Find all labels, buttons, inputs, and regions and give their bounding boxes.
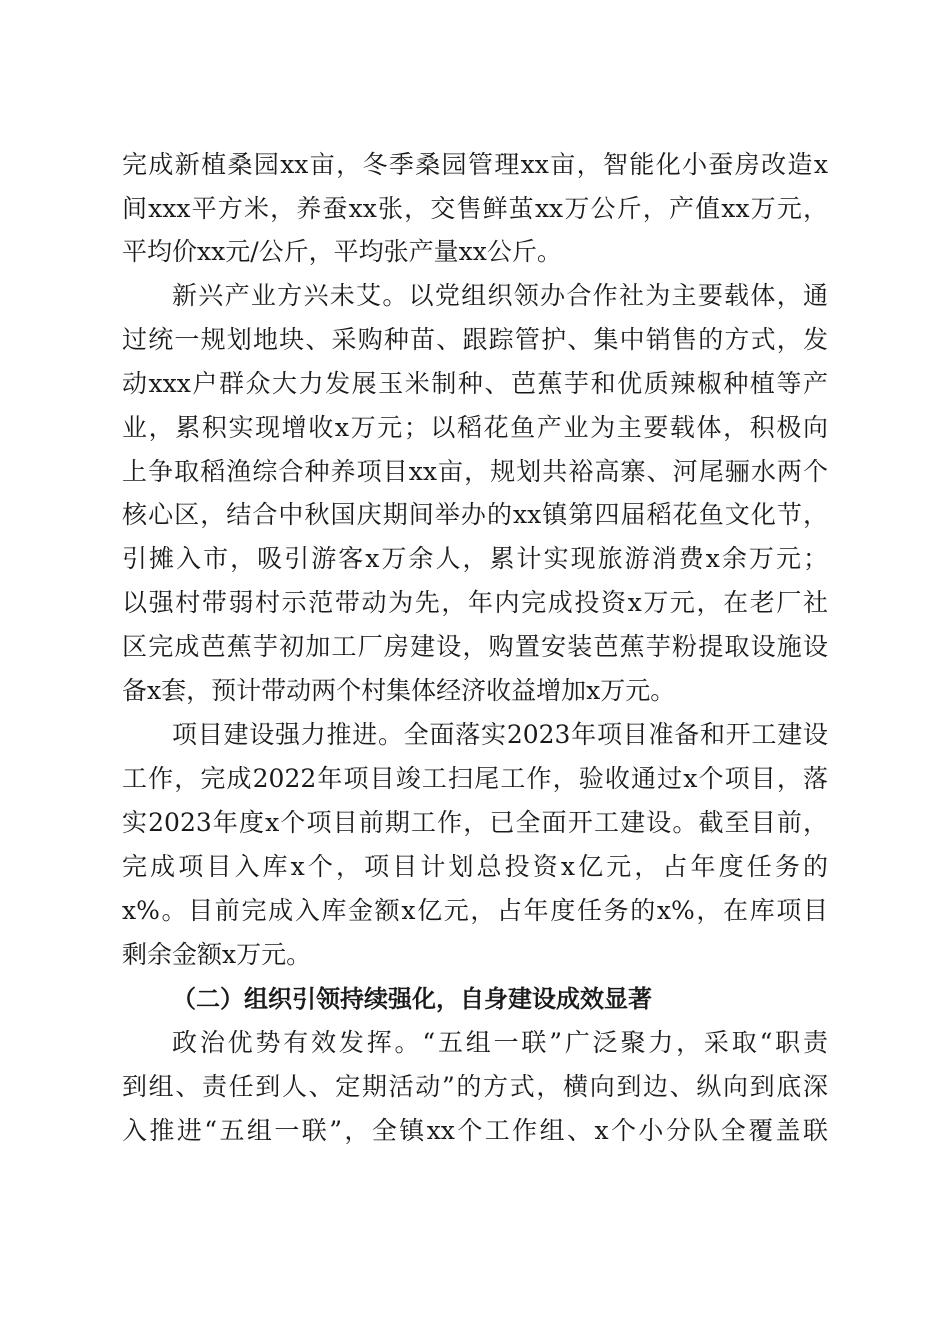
paragraph-line: 完成新植桑园xx亩，冬季桑园管理xx亩，智能化小蚕房改造x	[122, 150, 828, 179]
paragraph-line: 实2023年度x个项目前期工作，已全面开工建设。截至目前，	[122, 808, 828, 837]
paragraph-line: 入推进“五组一联”，全镇xx个工作组、x个小分队全覆盖联	[122, 1116, 828, 1145]
paragraph-line: 到组、责任到人、定期活动”的方式，横向到边、纵向到底深	[122, 1072, 828, 1101]
paragraph-line: 工作，完成2022年项目竣工扫尾工作，验收通过x个项目，落	[122, 764, 828, 793]
paragraph-line: 以强村带弱村示范带动为先，年内完成投资x万元，在老厂社	[122, 588, 828, 617]
paragraph-line: 区完成芭蕉芋初加工厂房建设，购置安装芭蕉芋粉提取设施设	[122, 632, 828, 661]
paragraph-line: 政治优势有效发挥。“五组一联”广泛聚力，采取“职责	[172, 1028, 828, 1057]
paragraph-line: 动xxx户群众大力发展玉米制种、芭蕉芋和优质辣椒种植等产	[122, 369, 828, 398]
paragraph-line: x%。目前完成入库金额x亿元，占年度任务的x%，在库项目	[122, 896, 828, 925]
paragraph-line: 间xxx平方米，养蚕xx张，交售鲜茧xx万公斤，产值xx万元，	[122, 194, 828, 223]
paragraph-line: 备x套，预计带动两个村集体经济收益增加x万元。	[122, 676, 676, 705]
paragraph-line: 剩余金额x万元。	[122, 940, 312, 969]
paragraph-line: 业，累积实现增收x万元；以稻花鱼产业为主要载体，积极向	[122, 413, 828, 442]
paragraph-line: 核心区，结合中秋国庆期间举办的xx镇第四届稻花鱼文化节，	[122, 500, 828, 529]
paragraph-line: 引摊入市，吸引游客x万余人，累计实现旅游消费x余万元；	[122, 544, 828, 573]
paragraph-line: 上争取稻渔综合种养项目xx亩，规划共裕高寨、河尾骊水两个	[122, 457, 828, 486]
section-heading: （二）组织引领持续强化，自身建设成效显著	[172, 985, 652, 1013]
paragraph-line: 项目建设强力推进。全面落实2023年项目准备和开工建设	[172, 720, 828, 749]
paragraph-line: 完成项目入库x个，项目计划总投资x亿元，占年度任务的	[122, 852, 828, 881]
paragraph-line: 过统一规划地块、采购种苗、跟踪管护、集中销售的方式，发	[122, 325, 828, 354]
paragraph-line: 新兴产业方兴未艾。以党组织领办合作社为主要载体，通	[172, 281, 828, 310]
paragraph-line: 平均价xx元/公斤，平均张产量xx公斤。	[122, 237, 562, 266]
